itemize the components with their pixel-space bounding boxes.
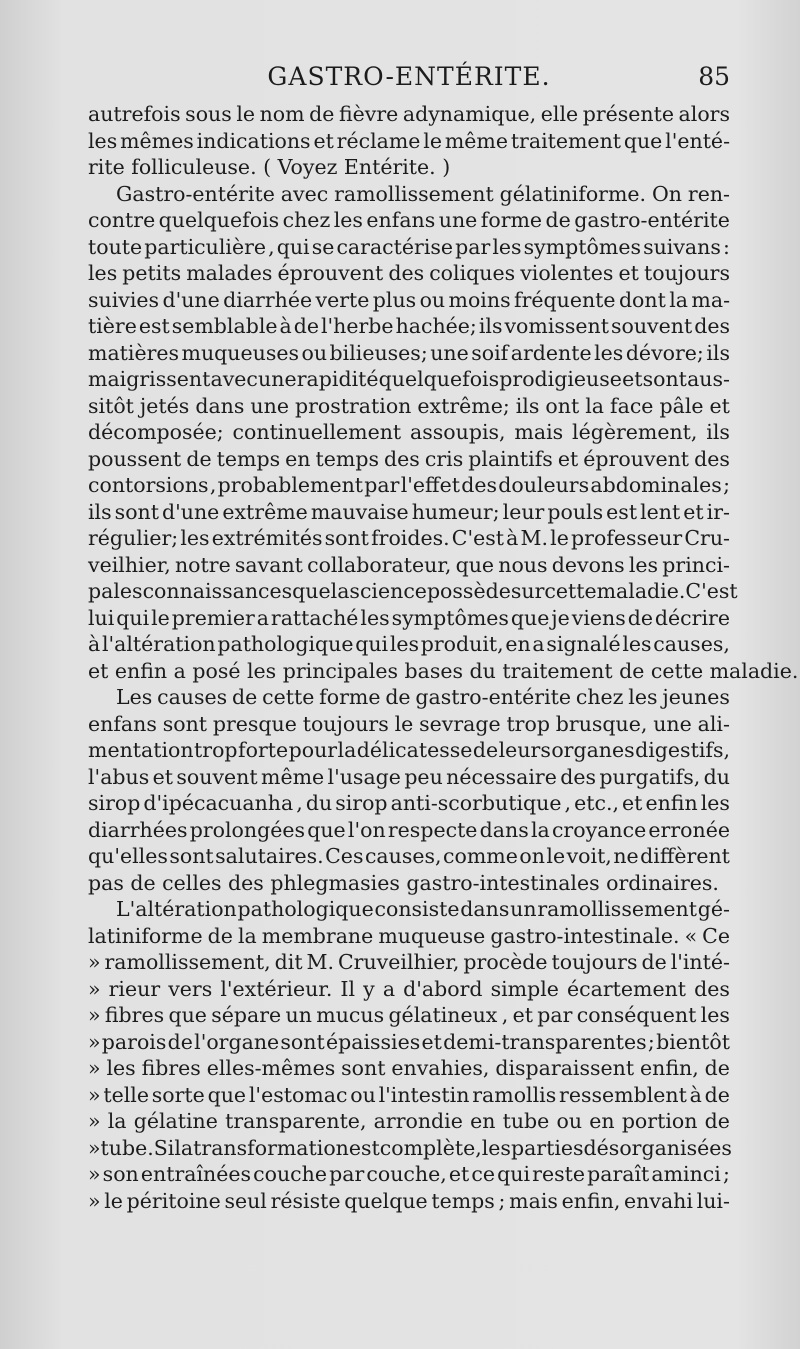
text-line: » rieur vers l'extérieur. Il y a d'abord simple écartement des xyxy=(88,976,730,1001)
text-line: enfans sont presque toujours le sevrage trop brusque, une ali- xyxy=(88,711,730,736)
text-line: L'altération pathologique consiste dans un ramollissement gé- xyxy=(116,897,730,921)
text-line: » les fibres elles-mêmes sont envahies, disparaissent enfin, de xyxy=(88,1056,730,1080)
text-line: » son entraînées couche par couche, et ce qui reste paraît aminci ; xyxy=(88,1162,730,1186)
text-line: » la gélatine transparente, arrondie en tube ou en portion de xyxy=(88,1109,730,1133)
page-number: 85 xyxy=(698,62,730,91)
text-line: sirop d'ipécacuanha , du sirop anti-scorbutique , etc., et enfin les xyxy=(88,791,730,815)
text-line: ils sont d'une extrême mauvaise humeur; leur pouls est lent et ir- xyxy=(88,499,730,524)
text-line: » parois de l'organe sont épaissies et demi-transparentes ; bientôt xyxy=(88,1029,730,1054)
text-line: maigrissent avec une rapidité quelquefois prodigieuse et sont aus- xyxy=(88,367,730,391)
running-title: GASTRO-ENTÉRITE. xyxy=(267,62,551,91)
text-line: pas de celles des phlegmasies gastro-intestinales ordinaires. xyxy=(88,870,719,895)
text-line: pales connaissances que la science possède sur cette maladie. C'est xyxy=(88,579,738,603)
text-line: et enfin a posé les principales bases du traitement de cette maladie. xyxy=(88,658,799,683)
text-line: lui qui le premier a rattaché les symptômes que je viens de décrire xyxy=(88,605,730,630)
text-line: qu'elles sont salutaires. Ces causes, comme on le voit, ne diffèrent xyxy=(88,844,730,868)
page-header xyxy=(88,62,730,102)
text-line: diarrhées prolongées que l'on respecte dans la croyance erronée xyxy=(88,817,730,842)
text-line: » fibres que sépare un mucus gélatineux , et par conséquent les xyxy=(88,1003,730,1027)
text-line: mentation trop forte pour la délicatesse de leurs organes digestifs, xyxy=(88,738,730,762)
text-line: toute particulière , qui se caractérise par les symptômes suivans : xyxy=(88,234,730,259)
body-text xyxy=(88,101,799,1214)
text-line: décomposée; continuellement assoupis, mais légèrement, ils xyxy=(88,420,730,444)
text-line: à l'altération pathologique qui les produit, en a signalé les causes, xyxy=(88,632,730,656)
text-line: les petits malades éprouvent des coliques violentes et toujours xyxy=(88,261,730,285)
text-line: Les causes de cette forme de gastro-entérite chez les jeunes xyxy=(116,685,730,709)
text-line: » telle sorte que l'estomac ou l'intestin ramollis ressemblent à de xyxy=(88,1082,730,1107)
text-line: latiniforme de la membrane muqueuse gastro-intestinale. « Ce xyxy=(88,923,730,948)
text-line: » ramollissement, dit M. Cruveilhier, procède toujours de l'inté- xyxy=(88,950,730,974)
text-line: sitôt jetés dans une prostration extrême; ils ont la face pâle et xyxy=(88,393,730,418)
text-line: tière est semblable à de l'herbe hachée; ils vomissent souvent des xyxy=(88,314,730,338)
text-line: rite folliculeuse. ( Voyez Entérite. ) xyxy=(88,155,451,179)
text-line: contre quelquefois chez les enfans une forme de gastro-entérite xyxy=(88,208,730,232)
text-line: suivies d'une diarrhée verte plus ou moins fréquente dont la ma- xyxy=(88,287,730,312)
text-line: matières muqueuses ou bilieuses; une soif ardente les dévore; ils xyxy=(88,340,730,365)
text-line: autrefois sous le nom de fièvre adynamique, elle présente alors xyxy=(88,102,730,126)
text-line: » le péritoine seul résiste quelque temps ; mais enfin, envahi lui- xyxy=(88,1188,730,1213)
text-line: les mêmes indications et réclame le même traitement que l'enté- xyxy=(88,128,730,153)
text-line: poussent de temps en temps des cris plaintifs et éprouvent des xyxy=(88,446,730,471)
text-line: l'abus et souvent même l'usage peu nécessaire des purgatifs, du xyxy=(88,764,730,789)
text-line: Gastro-entérite avec ramollissement gélatiniforme. On ren- xyxy=(116,181,730,206)
text-line: régulier; les extrémités sont froides. C'est à M. le professeur Cru- xyxy=(88,526,730,550)
text-line: veilhier, notre savant collaborateur, que nous devons les princi- xyxy=(88,552,730,577)
text-line: » tube. Si la transformation est complète, les parties désorganisées xyxy=(88,1135,732,1160)
text-line: contorsions , probablement par l'effet des douleurs abdominales ; xyxy=(88,473,730,497)
